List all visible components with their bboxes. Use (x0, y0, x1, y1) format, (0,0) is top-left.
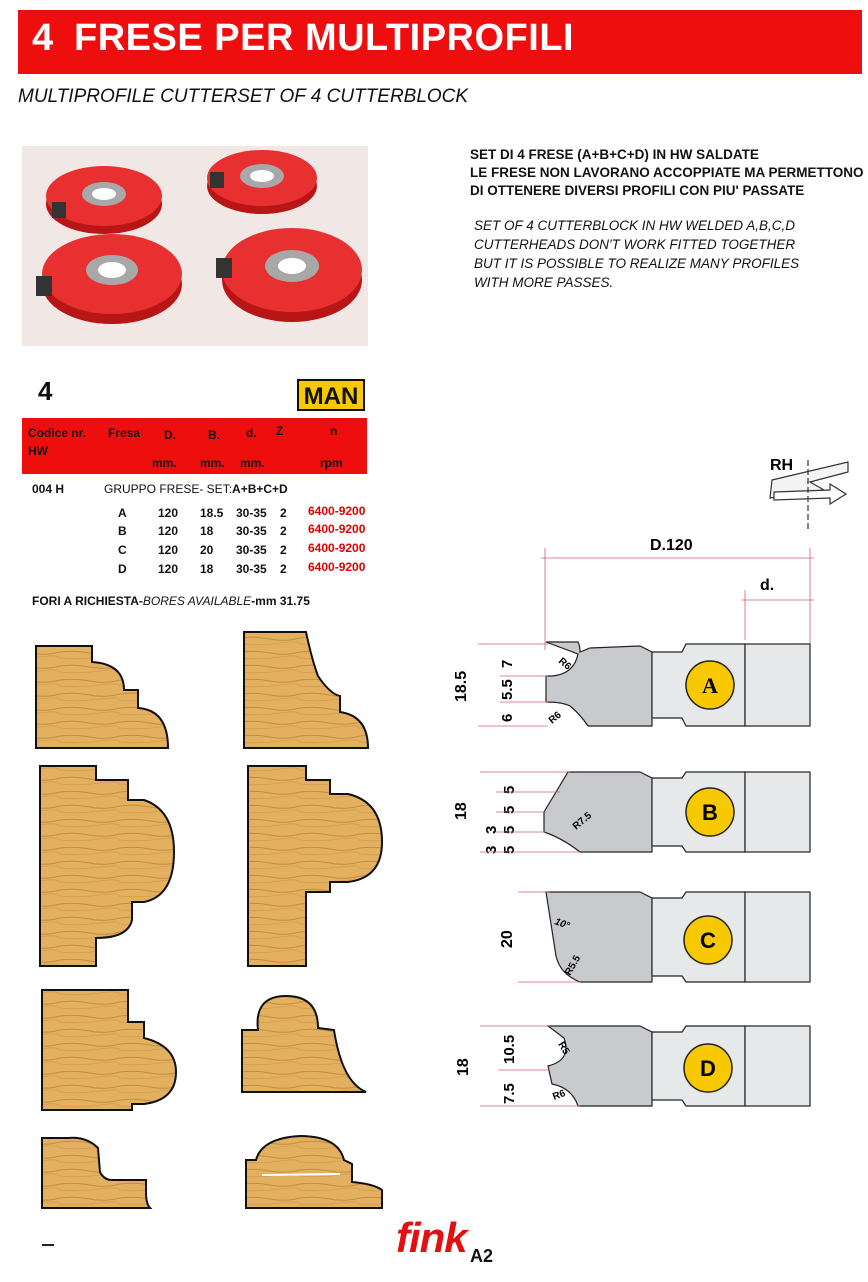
italian-line: LE FRESE NON LAVORANO ACCOPPIATE MA PERMETTONO (470, 165, 864, 180)
cutter-label: C (700, 928, 716, 953)
section-number: 4 (38, 376, 53, 406)
wood-profile (242, 996, 366, 1092)
cell-width: 18.5 (200, 506, 224, 520)
th-bore: d. (246, 426, 257, 440)
dim-label: 7 (499, 659, 516, 668)
cell-diameter: 120 (158, 562, 179, 576)
wood-profile (248, 766, 382, 966)
bore-label: d. (760, 577, 775, 594)
radius-label: R7.5 (570, 810, 595, 833)
man-badge: MAN (297, 379, 365, 411)
angle-label: 10° (552, 916, 571, 932)
english-line: BUT IT IS POSSIBLE TO REALIZE MANY PROFILES (474, 256, 800, 271)
corner-mark (42, 1244, 54, 1246)
cell-width: 18 (200, 524, 214, 538)
radius-label: R6 (556, 655, 573, 673)
th-diameter: D. (164, 428, 176, 442)
english-line: CUTTERHEADS DON'T WORK FITTED TOGETHER (474, 237, 796, 252)
th-unit: mm. (200, 456, 225, 470)
cell-fresa: B (118, 524, 127, 538)
height-label: 18.5 (453, 670, 470, 702)
th-fresa: Fresa (108, 426, 141, 440)
rotation-label: RH (770, 457, 794, 474)
radius-label: R6 (546, 709, 564, 727)
cutter-a (453, 642, 810, 726)
bores-prefix: FORI A RICHIESTA- (32, 594, 143, 608)
cutter-label: D (700, 1056, 716, 1081)
cell-bore: 30-35 (236, 562, 267, 576)
th-unit: rpm (320, 456, 343, 470)
group-label: GRUPPO FRESE- SET: (104, 482, 233, 496)
dim-label: 5 (501, 785, 518, 794)
dim-label: 3 (483, 845, 500, 854)
th-unit: mm. (240, 456, 265, 470)
cell-bore: 30-35 (236, 506, 267, 520)
dim-label: 6 (499, 713, 516, 722)
cell-speed: 6400-9200 (308, 560, 366, 574)
cutter-label: B (702, 800, 718, 825)
height-label: 18 (453, 802, 470, 820)
italian-line: DI OTTENERE DIVERSI PROFILI CON PIU' PASSATE (470, 183, 805, 198)
english-description (474, 216, 799, 292)
cell-teeth: 2 (280, 524, 287, 538)
page-title: FRESE PER MULTIPROFILI (74, 17, 575, 59)
dim-label: 7.5 (501, 1083, 518, 1104)
height-label: 20 (499, 930, 516, 948)
cell-bore: 30-35 (236, 524, 267, 538)
group-set: A+B+C+D (232, 482, 288, 496)
page-subtitle: MULTIPROFILE CUTTERSET OF 4 CUTTERBLOCK (18, 86, 469, 107)
english-line: SET OF 4 CUTTERBLOCK IN HW WELDED A,B,C,D (474, 218, 796, 233)
cell-width: 20 (200, 543, 214, 557)
wood-profile (244, 632, 368, 748)
dim-label: 5 (501, 805, 518, 814)
brand-logo: fink (396, 1214, 467, 1261)
wood-profile (42, 1138, 150, 1208)
bores-note (32, 594, 310, 608)
cell-bore: 30-35 (236, 543, 267, 557)
height-label: 18 (455, 1058, 472, 1076)
cell-speed: 6400-9200 (308, 522, 366, 536)
cutter-photo-2 (207, 150, 317, 214)
cell-diameter: 120 (158, 506, 179, 520)
cell-teeth: 2 (280, 562, 287, 576)
th-speed: n (330, 424, 338, 438)
profile-samples (0, 620, 420, 1220)
table-header (22, 418, 367, 474)
cell-width: 18 (200, 562, 214, 576)
italian-description (470, 146, 864, 200)
radius-label: R5 (555, 1040, 572, 1057)
dim-label: 10.5 (501, 1034, 518, 1064)
dim-label: 5 (501, 845, 518, 854)
title-banner (18, 10, 862, 74)
cutter-label: A (702, 673, 718, 698)
chapter-number: 4 (32, 17, 54, 59)
diameter-label: D.120 (650, 537, 693, 554)
group-description (104, 482, 288, 496)
radius-label: R5.5 (563, 953, 584, 978)
cutter-b (453, 772, 810, 854)
dim-label: 3 (483, 825, 500, 834)
english-line: WITH MORE PASSES. (474, 275, 614, 290)
th-unit: mm. (152, 456, 177, 470)
cell-teeth: 2 (280, 543, 287, 557)
wood-profile (36, 646, 168, 748)
dim-label: 5 (501, 825, 518, 834)
cell-fresa: A (118, 506, 127, 520)
cutter-photo-1 (46, 166, 162, 234)
cell-speed: 6400-9200 (308, 504, 366, 518)
cutter-technical-drawing (430, 440, 868, 1120)
cutter-d (455, 1026, 810, 1106)
page-number: A2 (470, 1246, 494, 1266)
dim-label: 5.5 (499, 679, 516, 700)
cutter-c (499, 892, 810, 982)
th-teeth: Z (276, 424, 284, 438)
group-code: 004 H (32, 482, 65, 496)
wood-profile (40, 766, 174, 966)
bores-suffix: -mm 31.75 (251, 594, 310, 608)
product-photo (22, 146, 368, 346)
cell-speed: 6400-9200 (308, 541, 366, 555)
radius-label: R6 (551, 1088, 568, 1103)
cell-teeth: 2 (280, 506, 287, 520)
cell-fresa: D (118, 562, 127, 576)
wood-profile (42, 990, 176, 1110)
bores-italic: BORES AVAILABLE (142, 594, 252, 608)
th-code: Codice nr. (28, 426, 87, 440)
wood-profile (246, 1136, 382, 1208)
cell-fresa: C (118, 543, 127, 557)
cell-diameter: 120 (158, 524, 179, 538)
th-width: B. (208, 428, 220, 442)
italian-line: SET DI 4 FRESE (A+B+C+D) IN HW SALDATE (470, 147, 759, 162)
cell-diameter: 120 (158, 543, 179, 557)
th-hw: HW (28, 444, 48, 458)
